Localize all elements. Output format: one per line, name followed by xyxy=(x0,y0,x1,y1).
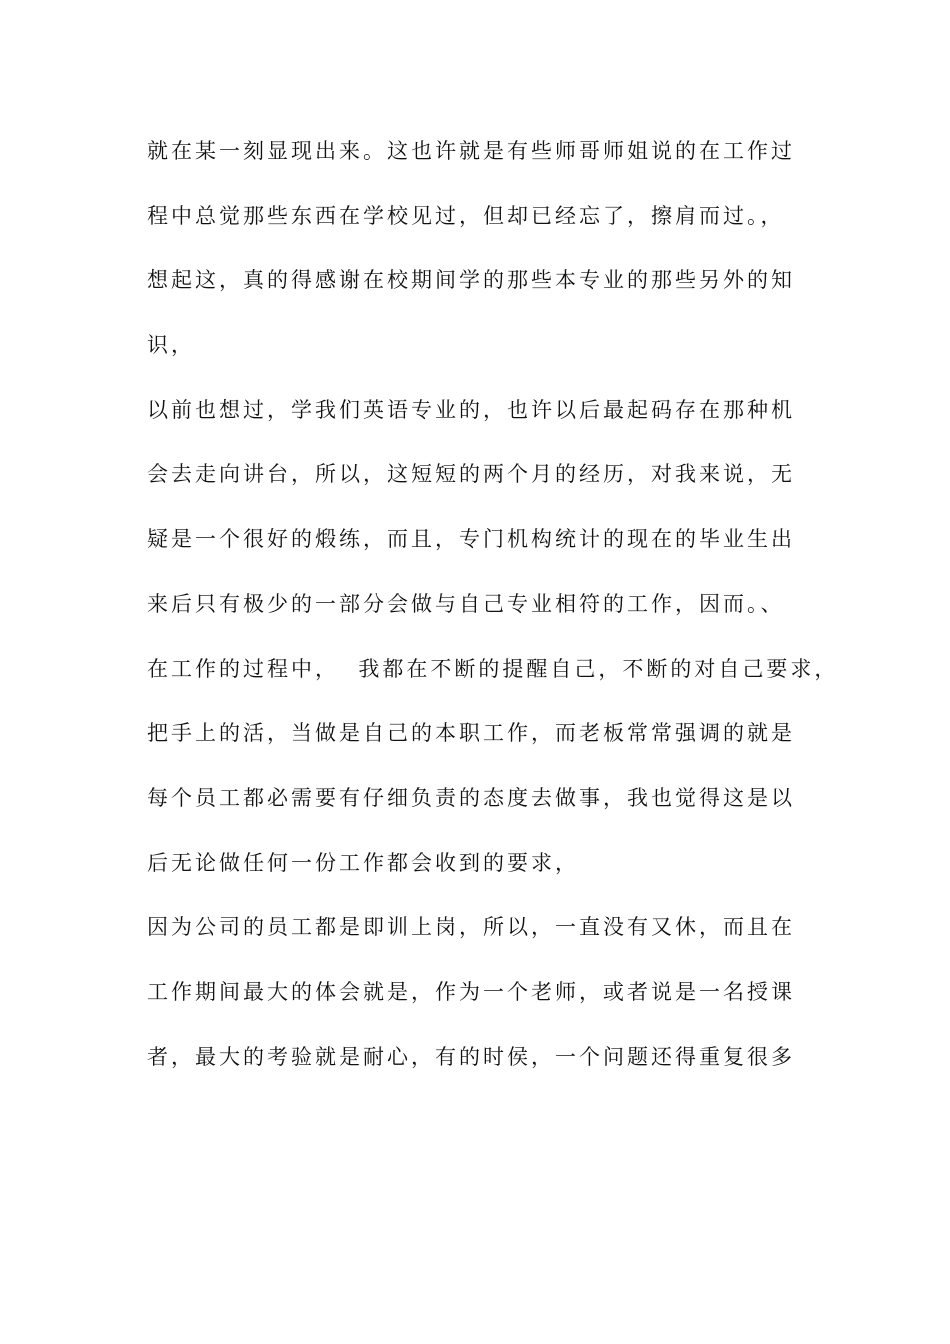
text-line: 疑是一个很好的煅练，而且，专门机构统计的现在的毕业生出 xyxy=(147,527,795,552)
body-text xyxy=(147,130,839,1100)
text-line: 以前也想过，学我们英语专业的，也许以后最起码存在那种机 xyxy=(147,397,795,422)
text-line: 者，最大的考验就是耐心，有的时侯，一个问题还得重复很多 xyxy=(147,1044,795,1069)
text-line: 工作期间最大的体会就是，作为一个老师，或者说是一名授课 xyxy=(147,979,795,1004)
text-line: 在工作的过程中， 我都在不断的提醒自己，不断的对自己要求， xyxy=(147,656,839,681)
text-line: 后无论做任何一份工作都会收到的要求， xyxy=(147,850,579,875)
text-line: 每个员工都必需要有仔细负责的态度去做事，我也觉得这是以 xyxy=(147,785,795,810)
text-line: 把手上的活，当做是自己的本职工作，而老板常常强调的就是 xyxy=(147,721,795,746)
text-line: 就在某一刻显现出来。这也许就是有些师哥师姐说的在工作过 xyxy=(147,139,795,163)
text-line: 因为公司的员工都是即训上岗，所以，一直没有又休，而且在 xyxy=(147,915,795,940)
text-line: 想起这，真的得感谢在校期间学的那些本专业的那些另外的知 xyxy=(147,268,795,293)
text-line: 程中总觉那些东西在学校见过，但却已经忘了，擦肩而过。， xyxy=(147,203,785,228)
text-line: 会去走向讲台，所以，这短短的两个月的经历，对我来说，无 xyxy=(147,462,795,487)
text-line: 来后只有极少的一部分会做与自己专业相符的工作，因而。、 xyxy=(147,591,785,616)
text-line: 识， xyxy=(147,333,195,358)
